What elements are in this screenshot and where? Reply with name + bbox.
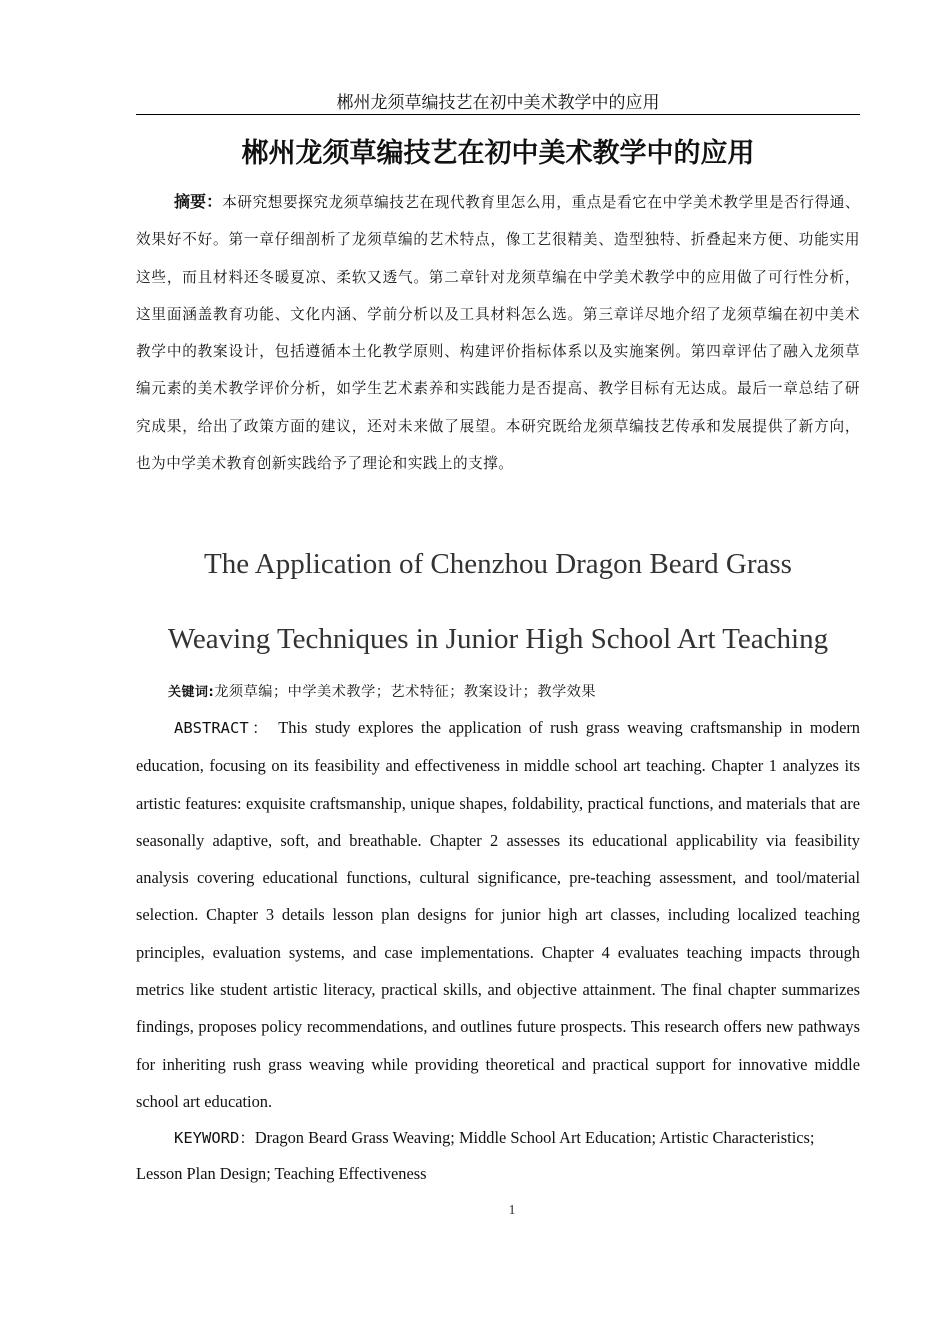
english-abstract-text: This study explores the application of rush grass weaving craftsmanship in modern education, focusing on its feasibility and effectiveness in middle school art teaching. Chapter 1 analyzes its artistic features: exquisite craftsmanship, unique shapes, foldability, practical functions, and materials that are seasonally adaptive, soft, and breathable. Chapter 2 assesses its educational applicability via feasibility analysis covering educational functions, cultural significance, pre-teaching assessment, and tool/material selection. Chapter 3 details lesson plan designs for junior high art classes, including localized teaching principles, evaluation systems, and case implementations. Chapter 4 evaluates teaching impacts through metrics like student artistic literacy, practical skills, and objective attainment. The final chapter summarizes findings, proposes policy recommendations, and outlines future prospects. This research offers new pathways for inheriting rush grass weaving while providing theoretical and practical support for innovative middle school art education.	[136, 718, 861, 1111]
english-keywords-text: Dragon Beard Grass Weaving; Middle School Art Education; Artistic Characteristics; Lesson Plan Design; Teaching Effectiveness	[136, 1128, 815, 1183]
english-keywords	[136, 1120, 860, 1191]
english-abstract-label: ABSTRACT：	[174, 719, 272, 737]
english-keywords-label: KEYWORD：	[174, 1129, 255, 1147]
english-title	[136, 527, 860, 677]
chinese-title: 郴州龙须草编技艺在初中美术教学中的应用	[241, 138, 755, 169]
chinese-abstract-text: 本研究想要探究龙须草编技艺在现代教育里怎么用，重点是看它在中学美术教学里是否行得通、效果好不好。第一章仔细剖析了龙须草编的艺术特点，像工艺很精美、造型独特、折叠起来方便、功能实用这些，而且材料还冬暖夏凉、柔软又透气。第二章针对龙须草编在中学美术教学中的应用做了可行性分析，这里面涵盖教育功能、文化内涵、学前分析以及工具材料怎么选。第三章详尽地介绍了龙须草编在初中美术教学中的教案设计，包括遵循本土化教学原则、构建评价指标体系以及实施案例。第四章评估了融入龙须草编元素的美术教学评价分析，如学生艺术素养和实践能力是否提高、教学目标有无达成。最后一章总结了研究成果，给出了政策方面的建议，还对未来做了展望。本研究既给龙须草编技艺传承和发展提供了新方向，也为中学美术教育创新实践给予了理论和实践上的支撑。	[136, 194, 860, 473]
running-header: 郴州龙须草编技艺在初中美术教学中的应用	[136, 92, 860, 115]
chinese-keywords-label: 关键词:	[168, 685, 215, 700]
chinese-abstract-label: 摘要：	[173, 192, 223, 211]
english-title-line-1: The Application of Chenzhou Dragon Beard Grass	[204, 548, 792, 580]
chinese-abstract	[136, 183, 860, 482]
english-title-line-2: Weaving Techniques in Junior High School Art Teaching	[167, 623, 829, 655]
chinese-keywords-text: 龙须草编；中学美术教学；艺术特征；教案设计；教学效果	[214, 684, 597, 700]
english-abstract	[136, 709, 860, 1120]
page-number: 1	[508, 1203, 516, 1218]
chinese-keywords	[168, 680, 858, 705]
